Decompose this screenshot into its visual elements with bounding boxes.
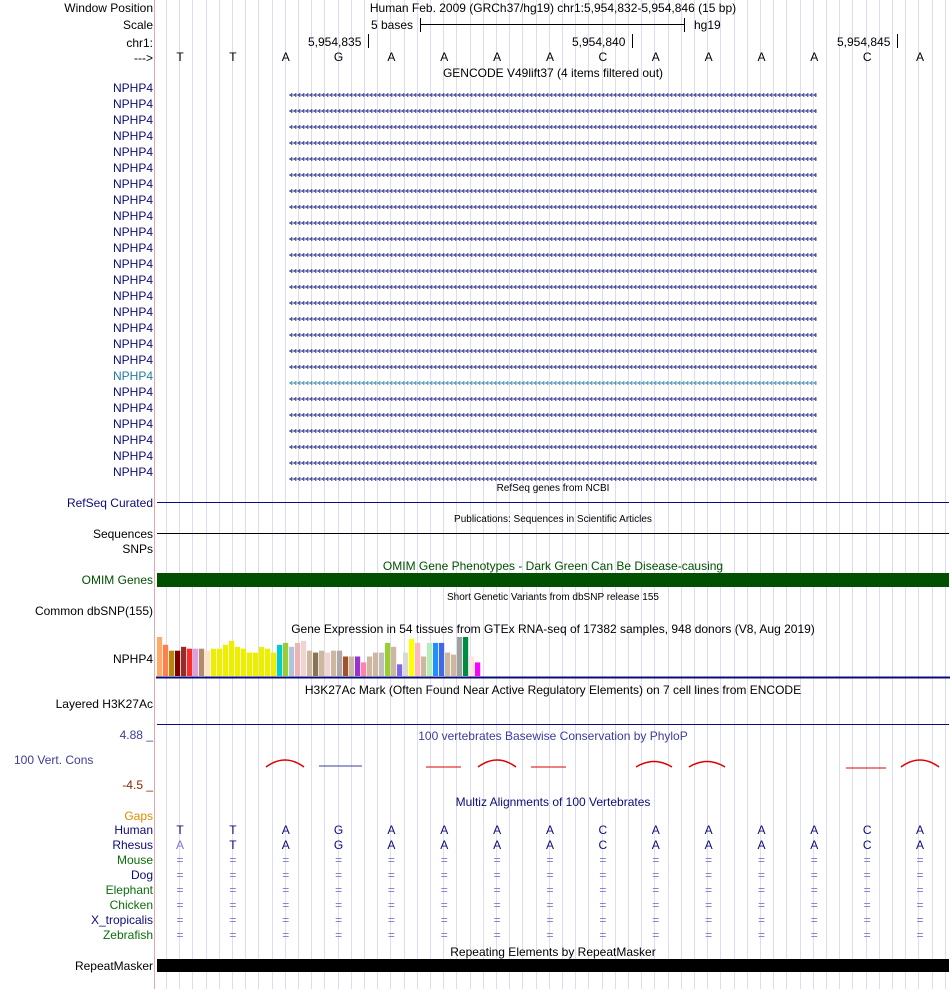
- gtex-bar[interactable]: [331, 651, 336, 676]
- window-position-label[interactable]: Window Position: [64, 1, 153, 15]
- gencode-gene-label[interactable]: NPHP4: [112, 321, 153, 335]
- multiz-base: =: [705, 913, 713, 927]
- chr-label[interactable]: chr1:: [126, 36, 153, 50]
- gtex-bar[interactable]: [295, 643, 300, 676]
- multiz-base: =: [493, 853, 501, 867]
- multiz-base: C: [862, 838, 872, 852]
- multiz-base: =: [335, 898, 343, 912]
- gencode-transcript[interactable]: [157, 118, 949, 122]
- gencode-transcript[interactable]: [157, 326, 949, 330]
- multiz-species-label[interactable]: Mouse: [116, 853, 153, 867]
- gencode-transcript[interactable]: [157, 262, 949, 266]
- multiz-base: =: [810, 898, 818, 912]
- gtex-label[interactable]: NPHP4: [112, 652, 153, 666]
- multiz-base: =: [757, 868, 765, 882]
- gencode-transcript[interactable]: [157, 182, 949, 186]
- multiz-base: =: [282, 853, 290, 867]
- multiz-base: =: [705, 868, 713, 882]
- gencode-transcript[interactable]: [157, 214, 949, 218]
- gtex-bar[interactable]: [361, 662, 366, 676]
- multiz-base: =: [810, 913, 818, 927]
- multiz-base: =: [705, 853, 713, 867]
- gtex-bar[interactable]: [451, 655, 456, 676]
- h3k27ac-label[interactable]: Layered H3K27Ac: [55, 697, 153, 711]
- multiz-base: =: [335, 853, 343, 867]
- multiz-base: =: [493, 883, 501, 897]
- scale-text: 5 bases: [371, 18, 414, 32]
- gencode-transcript[interactable]: [157, 358, 949, 362]
- gencode-transcript[interactable]: [157, 102, 949, 106]
- gencode-transcript[interactable]: [157, 86, 949, 90]
- gtex-bar[interactable]: [457, 637, 462, 676]
- gencode-gene-label[interactable]: NPHP4: [112, 177, 153, 191]
- multiz-base: =: [229, 913, 237, 927]
- gencode-gene-label[interactable]: NPHP4: [112, 97, 153, 111]
- omim-title: OMIM Gene Phenotypes - Dark Green Can Be Disease-causing: [382, 559, 724, 573]
- multiz-base: A: [493, 823, 502, 837]
- reference-base: A: [387, 50, 396, 64]
- multiz-title: Multiz Alignments of 100 Vertebrates: [455, 795, 651, 809]
- scale-bar: [420, 18, 685, 32]
- tick-label-2: 5,954,840: [572, 35, 626, 49]
- gtex-bar[interactable]: [307, 651, 312, 676]
- multiz-base: =: [652, 928, 660, 942]
- gtex-bar[interactable]: [223, 645, 228, 676]
- gencode-gene-label[interactable]: NPHP4: [112, 209, 153, 223]
- multiz-base: A: [704, 838, 713, 852]
- repeatmasker-label[interactable]: RepeatMasker: [74, 959, 153, 973]
- gtex-bar[interactable]: [277, 645, 282, 676]
- snps-label[interactable]: SNPs: [122, 542, 153, 556]
- gencode-transcript[interactable]: [157, 422, 949, 426]
- gtex-bar[interactable]: [211, 649, 216, 676]
- gtex-bar[interactable]: [409, 639, 414, 676]
- gencode-gene-label[interactable]: NPHP4: [112, 305, 153, 319]
- omim-label[interactable]: OMIM Genes: [81, 573, 153, 587]
- multiz-base: =: [387, 913, 395, 927]
- multiz-base: =: [493, 898, 501, 912]
- multiz-base: A: [387, 838, 396, 852]
- gtex-bar[interactable]: [253, 653, 258, 676]
- multiz-base: =: [916, 928, 924, 942]
- gtex-bar[interactable]: [319, 651, 324, 676]
- gencode-transcript[interactable]: [157, 470, 949, 474]
- multiz-species-label[interactable]: Zebrafish: [102, 928, 153, 942]
- omim-bar[interactable]: [157, 573, 949, 587]
- multiz-base: T: [229, 823, 237, 837]
- multiz-base: =: [810, 883, 818, 897]
- gencode-gene-label[interactable]: NPHP4: [112, 193, 153, 207]
- gtex-bar[interactable]: [265, 649, 270, 676]
- reference-base: A: [757, 50, 766, 64]
- gtex-bar[interactable]: [397, 664, 402, 676]
- multiz-base: A: [175, 838, 184, 852]
- multiz-base: =: [229, 853, 237, 867]
- multiz-base: =: [546, 913, 554, 927]
- multiz-base: A: [757, 838, 766, 852]
- gtex-bar[interactable]: [205, 651, 210, 676]
- gencode-title: GENCODE V49lift37 (4 items filtered out): [442, 66, 664, 80]
- gtex-bar[interactable]: [349, 657, 354, 677]
- multiz-base: =: [176, 898, 184, 912]
- multiz-base: =: [546, 898, 554, 912]
- reference-base: C: [862, 50, 872, 64]
- multiz-base: =: [282, 913, 290, 927]
- gencode-gene-label[interactable]: NPHP4: [112, 241, 153, 255]
- multiz-base: =: [757, 898, 765, 912]
- gencode-gene-label[interactable]: NPHP4: [112, 385, 153, 399]
- repeatmasker-bar[interactable]: [157, 959, 949, 972]
- gencode-gene-label[interactable]: NPHP4: [112, 145, 153, 159]
- multiz-base: =: [335, 868, 343, 882]
- reference-base: C: [598, 50, 608, 64]
- gencode-gene-label[interactable]: NPHP4: [112, 369, 153, 383]
- gtex-title: Gene Expression in 54 tissues from GTEx RNA-seq of 17382 samples, 948 donors (V8, Aug 2019): [291, 622, 815, 636]
- tick-mark-2: [632, 34, 633, 48]
- multiz-base: =: [916, 868, 924, 882]
- gtex-bar[interactable]: [187, 649, 192, 676]
- multiz-base: =: [546, 868, 554, 882]
- reference-base: A: [810, 50, 819, 64]
- multiz-base: =: [599, 913, 607, 927]
- gtex-bar[interactable]: [379, 653, 384, 676]
- multiz-base: =: [810, 868, 818, 882]
- gtex-bar[interactable]: [283, 643, 288, 676]
- gtex-bar[interactable]: [367, 657, 372, 677]
- multiz-base: A: [651, 838, 660, 852]
- gencode-transcript[interactable]: [157, 310, 949, 314]
- multiz-base: =: [440, 928, 448, 942]
- gtex-bar[interactable]: [157, 637, 162, 676]
- reference-base: T: [176, 50, 184, 64]
- multiz-base: =: [652, 898, 660, 912]
- gtex-bar[interactable]: [391, 647, 396, 676]
- gencode-transcript[interactable]: [157, 278, 949, 282]
- reference-base: A: [651, 50, 660, 64]
- tick-label-1: 5,954,835: [308, 35, 362, 49]
- reference-base: A: [440, 50, 449, 64]
- multiz-base: A: [546, 838, 555, 852]
- gtex-bar[interactable]: [445, 653, 450, 676]
- gencode-gene-label[interactable]: NPHP4: [112, 337, 153, 351]
- gtex-bar[interactable]: [235, 647, 240, 676]
- multiz-base: =: [863, 913, 871, 927]
- multiz-base: A: [916, 823, 925, 837]
- gencode-transcript[interactable]: [157, 294, 949, 298]
- gtex-bar[interactable]: [313, 653, 318, 676]
- h3k27ac-baseline: [157, 724, 949, 725]
- gtex-bar[interactable]: [421, 657, 426, 677]
- multiz-base: =: [546, 928, 554, 942]
- multiz-base: G: [333, 823, 344, 837]
- multiz-species-label[interactable]: Chicken: [109, 898, 153, 912]
- gtex-bar[interactable]: [415, 643, 420, 676]
- multiz-base: =: [863, 853, 871, 867]
- multiz-base: =: [863, 868, 871, 882]
- multiz-base: =: [440, 898, 448, 912]
- gencode-transcript[interactable]: [157, 230, 949, 234]
- multiz-base: =: [546, 853, 554, 867]
- gencode-gene-label[interactable]: NPHP4: [112, 449, 153, 463]
- gtex-bar[interactable]: [229, 641, 234, 676]
- multiz-base: =: [757, 913, 765, 927]
- gencode-gene-label[interactable]: NPHP4: [112, 225, 153, 239]
- multiz-base: =: [282, 883, 290, 897]
- multiz-base: =: [916, 913, 924, 927]
- multiz-base: A: [916, 838, 925, 852]
- multiz-base: A: [281, 838, 290, 852]
- multiz-base: A: [493, 838, 502, 852]
- multiz-base: T: [176, 823, 184, 837]
- refseq-title: RefSeq genes from NCBI: [496, 483, 610, 494]
- gtex-bar[interactable]: [181, 647, 186, 676]
- gencode-transcript[interactable]: [157, 438, 949, 442]
- gtex-bar[interactable]: [385, 643, 390, 676]
- multiz-base: A: [704, 823, 713, 837]
- multiz-base: =: [282, 898, 290, 912]
- multiz-base: =: [652, 868, 660, 882]
- reference-base: A: [704, 50, 713, 64]
- repeatmasker-title: Repeating Elements by RepeatMasker: [450, 945, 656, 959]
- gtex-bar[interactable]: [403, 653, 408, 676]
- multiz-base: =: [440, 868, 448, 882]
- multiz-base: =: [810, 853, 818, 867]
- gtex-bar[interactable]: [325, 653, 330, 676]
- multiz-species-label[interactable]: Human: [114, 823, 153, 837]
- gtex-bar[interactable]: [169, 651, 174, 676]
- gtex-bar[interactable]: [439, 643, 444, 676]
- multiz-base: =: [176, 883, 184, 897]
- multiz-species-label[interactable]: X_tropicalis: [90, 913, 153, 927]
- multiz-base: =: [335, 913, 343, 927]
- multiz-base: =: [705, 898, 713, 912]
- multiz-base: =: [493, 928, 501, 942]
- multiz-base: =: [229, 868, 237, 882]
- gencode-transcript[interactable]: [157, 342, 949, 346]
- gtex-bar[interactable]: [355, 657, 360, 677]
- gtex-bar[interactable]: [163, 645, 168, 676]
- gencode-gene-label[interactable]: NPHP4: [112, 161, 153, 175]
- multiz-base: =: [176, 868, 184, 882]
- multiz-base: =: [440, 913, 448, 927]
- multiz-base: =: [282, 928, 290, 942]
- multiz-base: =: [229, 928, 237, 942]
- tick-mark-3: [897, 34, 898, 48]
- reference-base: A: [546, 50, 555, 64]
- gtex-bar[interactable]: [175, 651, 180, 676]
- multiz-base: =: [229, 883, 237, 897]
- reference-base: A: [916, 50, 925, 64]
- gencode-gene-label[interactable]: NPHP4: [112, 353, 153, 367]
- multiz-base: =: [440, 883, 448, 897]
- multiz-base: =: [176, 853, 184, 867]
- gtex-bar[interactable]: [301, 641, 306, 676]
- gtex-bar[interactable]: [343, 657, 348, 677]
- publications-label[interactable]: Sequences: [92, 527, 153, 541]
- multiz-base: =: [387, 898, 395, 912]
- refseq-label[interactable]: RefSeq Curated: [66, 496, 153, 510]
- assembly-label: hg19: [694, 18, 721, 32]
- gtex-chart[interactable]: [156, 636, 950, 680]
- reference-base: A: [493, 50, 502, 64]
- multiz-base: =: [493, 913, 501, 927]
- multiz-base: =: [493, 868, 501, 882]
- multiz-base: =: [863, 898, 871, 912]
- reference-base: G: [333, 50, 344, 64]
- gtex-bar[interactable]: [463, 637, 468, 676]
- phylop-min-label: -4.5 _: [122, 778, 153, 792]
- multiz-base: =: [229, 898, 237, 912]
- multiz-base: A: [651, 823, 660, 837]
- reference-base: T: [229, 50, 237, 64]
- gencode-transcript[interactable]: [157, 406, 949, 410]
- gencode-transcript[interactable]: [157, 246, 949, 250]
- multiz-base: C: [598, 838, 608, 852]
- gtex-bar[interactable]: [373, 653, 378, 676]
- position-title: Human Feb. 2009 (GRCh37/hg19) chr1:5,954,832-5,954,846 (15 bp): [369, 1, 737, 15]
- multiz-base: =: [810, 928, 818, 942]
- h3k27ac-title: H3K27Ac Mark (Often Found Near Active Regulatory Elements) on 7 cell lines from ENCODE: [304, 683, 802, 697]
- dbsnp-label[interactable]: Common dbSNP(155): [34, 604, 153, 618]
- multiz-base: A: [387, 823, 396, 837]
- gencode-gene-label[interactable]: NPHP4: [112, 465, 153, 479]
- multiz-base: =: [599, 883, 607, 897]
- multiz-base: A: [810, 838, 819, 852]
- multiz-base: A: [810, 823, 819, 837]
- multiz-base: =: [335, 928, 343, 942]
- multiz-base: =: [757, 928, 765, 942]
- gtex-bar[interactable]: [217, 649, 222, 676]
- gtex-bar[interactable]: [199, 649, 204, 676]
- multiz-base: A: [440, 838, 449, 852]
- publications-title: Publications: Sequences in Scientific Articles: [454, 514, 652, 525]
- multiz-base: =: [440, 853, 448, 867]
- gencode-gene-label[interactable]: NPHP4: [112, 257, 153, 271]
- gencode-gene-label[interactable]: NPHP4: [112, 129, 153, 143]
- reference-base: A: [281, 50, 290, 64]
- dbsnp-title: Short Genetic Variants from dbSNP release 155: [447, 592, 659, 603]
- strand-label[interactable]: --->: [134, 51, 153, 65]
- multiz-base: =: [599, 928, 607, 942]
- gencode-gene-label[interactable]: NPHP4: [112, 401, 153, 415]
- gencode-transcript[interactable]: [157, 454, 949, 458]
- multiz-base: =: [757, 883, 765, 897]
- multiz-base: =: [176, 928, 184, 942]
- gtex-bar[interactable]: [337, 651, 342, 676]
- gtex-bar[interactable]: [271, 653, 276, 676]
- multiz-species-label[interactable]: Rhesus: [112, 838, 153, 852]
- multiz-base: G: [333, 838, 344, 852]
- gencode-transcript[interactable]: [157, 198, 949, 202]
- gtex-bar[interactable]: [241, 649, 246, 676]
- multiz-base: =: [282, 868, 290, 882]
- multiz-base: =: [387, 853, 395, 867]
- gencode-gene-label[interactable]: NPHP4: [112, 273, 153, 287]
- multiz-base: C: [598, 823, 608, 837]
- gtex-bar[interactable]: [193, 649, 198, 676]
- gencode-gene-label[interactable]: NPHP4: [112, 433, 153, 447]
- multiz-base: =: [387, 883, 395, 897]
- multiz-species-label[interactable]: Elephant: [105, 883, 153, 897]
- multiz-base: =: [335, 883, 343, 897]
- multiz-base: =: [387, 928, 395, 942]
- gencode-transcript[interactable]: [157, 166, 949, 170]
- gtex-bar[interactable]: [475, 662, 480, 676]
- multiz-base: =: [546, 883, 554, 897]
- multiz-base: =: [652, 913, 660, 927]
- sidebar-divider: [154, 0, 155, 989]
- gencode-gene-label[interactable]: NPHP4: [112, 417, 153, 431]
- phylop-label[interactable]: 100 Vert. Cons: [14, 753, 94, 767]
- multiz-base: =: [599, 868, 607, 882]
- gencode-transcript[interactable]: [157, 390, 949, 394]
- scale-label[interactable]: Scale: [122, 18, 153, 32]
- multiz-base: =: [705, 883, 713, 897]
- gencode-gene-label[interactable]: NPHP4: [112, 289, 153, 303]
- gencode-transcript[interactable]: [157, 134, 949, 138]
- gtex-bar[interactable]: [289, 647, 294, 676]
- refseq-line[interactable]: [157, 502, 949, 503]
- multiz-base: A: [546, 823, 555, 837]
- gtex-bar[interactable]: [259, 647, 264, 676]
- publications-line[interactable]: [157, 533, 949, 534]
- tick-mark-1: [368, 34, 369, 48]
- multiz-base: =: [916, 898, 924, 912]
- gencode-transcript[interactable]: [157, 150, 949, 154]
- multiz-base: =: [599, 853, 607, 867]
- multiz-base: T: [229, 838, 237, 852]
- multiz-base: =: [757, 853, 765, 867]
- multiz-base: =: [863, 883, 871, 897]
- multiz-base: A: [757, 823, 766, 837]
- gencode-gene-label[interactable]: NPHP4: [112, 81, 153, 95]
- multiz-base: =: [652, 853, 660, 867]
- gencode-gene-label[interactable]: NPHP4: [112, 113, 153, 127]
- multiz-base: =: [705, 928, 713, 942]
- tick-label-3: 5,954,845: [837, 35, 891, 49]
- multiz-base: =: [652, 883, 660, 897]
- multiz-base: =: [176, 913, 184, 927]
- multiz-species-label[interactable]: Dog: [130, 868, 153, 882]
- multiz-base: A: [440, 823, 449, 837]
- multiz-base: =: [599, 898, 607, 912]
- gaps-label[interactable]: Gaps: [124, 809, 153, 823]
- phylop-max-label: 4.88 _: [119, 728, 153, 742]
- gtex-bar[interactable]: [469, 657, 474, 677]
- gtex-bar[interactable]: [247, 653, 252, 676]
- gtex-bar[interactable]: [433, 643, 438, 676]
- gtex-bar[interactable]: [427, 643, 432, 676]
- multiz-base: A: [281, 823, 290, 837]
- multiz-base: =: [916, 883, 924, 897]
- gencode-transcript[interactable]: [157, 374, 949, 378]
- multiz-base: =: [916, 853, 924, 867]
- multiz-base: C: [862, 823, 872, 837]
- phylop-title: 100 vertebrates Basewise Conservation by PhyloP: [418, 729, 688, 743]
- multiz-base: =: [863, 928, 871, 942]
- multiz-base: =: [387, 868, 395, 882]
- phylop-graph[interactable]: [156, 756, 950, 770]
